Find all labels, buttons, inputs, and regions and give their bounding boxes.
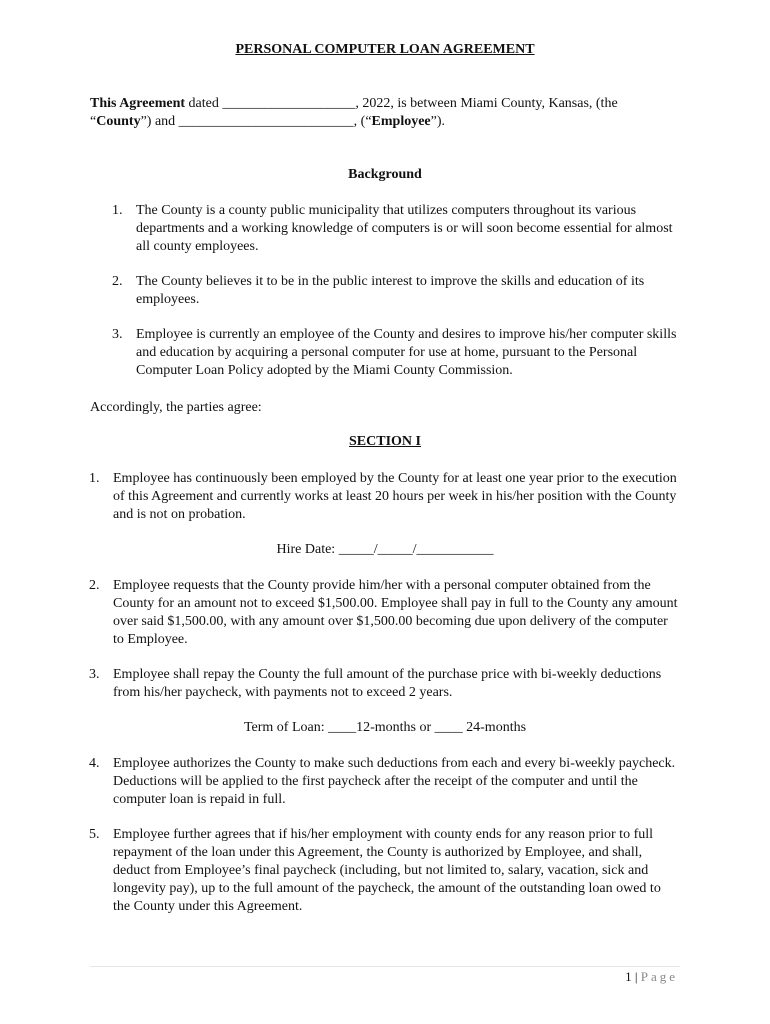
agreement-intro	[90, 95, 690, 131]
intro-employee: Employee	[371, 114, 431, 129]
intro-quote-open: “	[90, 114, 97, 129]
list-item	[112, 202, 681, 256]
section-list	[89, 577, 681, 666]
list-item	[89, 666, 681, 702]
list-item	[89, 755, 681, 809]
item-text: Employee is currently an employee of the County and desires to improve his/her computer skills and education by acquiring a personal computer for use at home, pursuant to the Personal Computer Loan Policy adopted by the Miami County Commission.	[136, 327, 677, 378]
document-title: PERSONAL COMPUTER LOAN AGREEMENT	[235, 42, 535, 57]
item-number: 2.	[89, 578, 100, 593]
item-text: Employee requests that the County provide him/her with a personal computer obtained from the County for an amount not to exceed $1,500.00. Employee shall pay in full to the County any amount over said $1,500.00, with any amount over $1,500.00 becoming due upon delivery of the computer to Employee.	[113, 578, 678, 647]
intro-lead: This Agreement	[90, 96, 186, 111]
item-text: Employee further agrees that if his/her employment with county ends for any reason prior to full repayment of the loan under this Agreement, the County is authorized by Employee, and shall, deduct from Employee’s final paycheck (including, but not limited to, salary, vacation, sick and longevity pay), up to the full amount of the paycheck, the amount of the outstanding loan owed to the County under this Agreement.	[113, 827, 661, 914]
section-list	[89, 666, 681, 719]
term-of-loan-line: Term of Loan: ____12-months or ____ 24-months	[243, 720, 527, 735]
hire-date-line: Hire Date: _____/_____/___________	[276, 542, 494, 557]
intro-county: County	[96, 114, 141, 129]
item-number: 4.	[89, 756, 100, 771]
list-item	[112, 326, 681, 380]
intro-text-1: dated ___________________, 2022, is between Miami County, Kansas, (the	[185, 96, 618, 111]
item-number: 3.	[112, 327, 123, 342]
intro-text-2: ”) and _________________________, (“	[140, 114, 372, 129]
section-list	[89, 755, 681, 933]
page-number: 1	[625, 969, 632, 984]
item-number: 2.	[112, 274, 123, 289]
list-item	[112, 273, 681, 309]
background-heading: Background	[348, 167, 422, 182]
list-item	[89, 826, 681, 916]
background-list	[112, 202, 681, 397]
item-text: Employee shall repay the County the full amount of the purchase price with bi-weekly deductions from his/her paycheck, with payments not to exceed 2 years.	[113, 667, 662, 700]
page-footer	[625, 969, 678, 985]
intro-text-3: ”).	[430, 114, 446, 129]
page-label: Page	[640, 969, 678, 984]
accordingly-text: Accordingly, the parties agree:	[90, 400, 262, 415]
item-text: The County believes it to be in the public interest to improve the skills and education of its employees.	[136, 274, 645, 307]
item-text: Employee authorizes the County to make such deductions from each and every bi-weekly paycheck. Deductions will be applied to the first paycheck after the receipt of the computer and until the computer loan is repaid in full.	[113, 756, 676, 807]
item-text: Employee has continuously been employed by the County for at least one year prior to the execution of this Agreement and currently works at least 20 hours per week in his/her position with the County and is not on probation.	[113, 471, 677, 522]
footer-separator: |	[631, 969, 641, 984]
item-text: The County is a county public municipality that utilizes computers throughout its various departments and a working knowledge of computers is or will soon become essential for almost all county employees.	[136, 203, 673, 254]
list-item	[89, 470, 681, 524]
item-number: 1.	[89, 471, 100, 486]
section-heading: SECTION I	[349, 434, 421, 449]
list-item	[89, 577, 681, 649]
footer-divider	[90, 966, 680, 967]
section-list	[89, 470, 681, 541]
item-number: 1.	[112, 203, 123, 218]
item-number: 3.	[89, 667, 100, 682]
item-number: 5.	[89, 827, 100, 842]
